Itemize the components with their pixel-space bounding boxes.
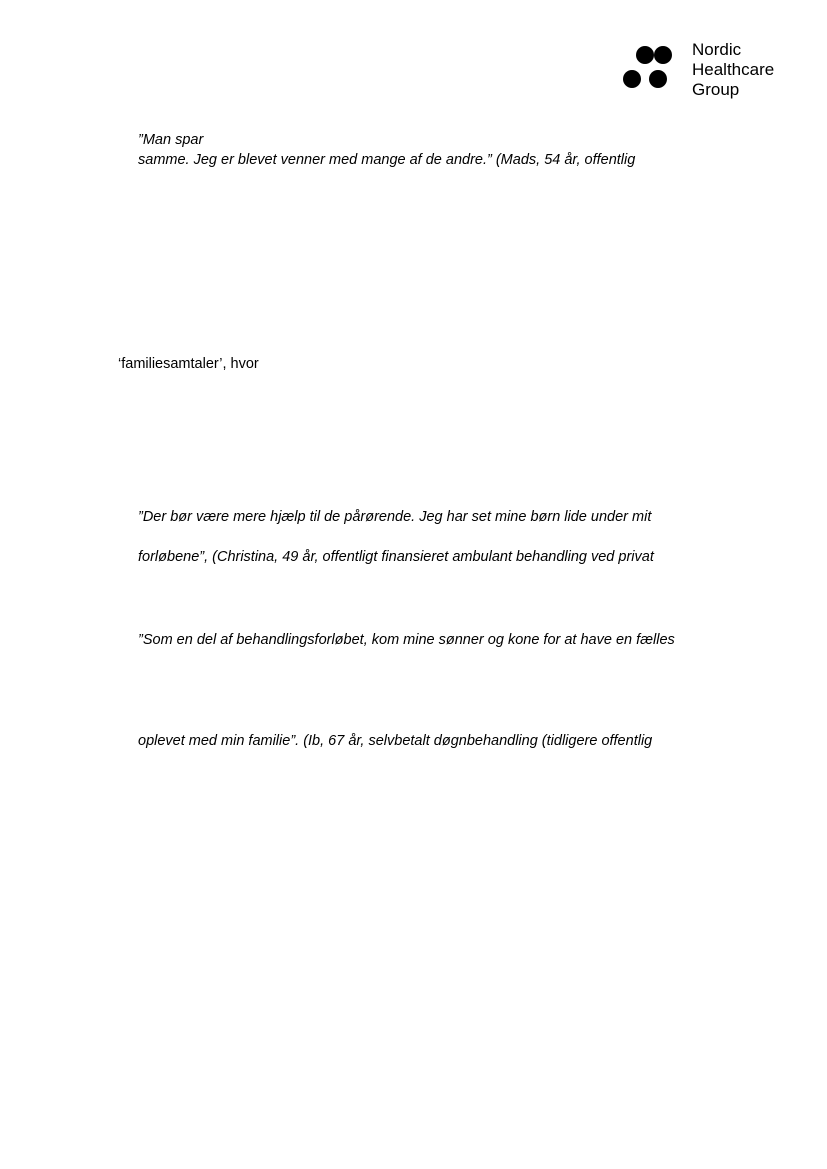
quote-ib-line-2: oplevet med min familie”. (Ib, 67 år, selvbetalt døgnbehandling (tidligere offentlig xyxy=(138,733,653,749)
logo-wordmark xyxy=(692,40,774,100)
body-text-fragment: ‘familiesamtaler’, hvor xyxy=(118,356,259,372)
quote-christina-line-2: forløbene”, (Christina, 49 år, offentligt finansieret ambulant behandling ved privat xyxy=(138,549,654,565)
logo-line-3: Group xyxy=(692,80,740,99)
logo-line-1: Nordic xyxy=(692,40,742,59)
company-logo xyxy=(623,40,803,100)
logo-dots-icon xyxy=(623,46,667,90)
logo-line-2: Healthcare xyxy=(692,60,775,79)
quote-christina-line-1: ”Der bør være mere hjælp til de pårørende. Jeg har set mine børn lide under mit xyxy=(138,509,652,525)
quote-ib-line-1: ”Som en del af behandlingsforløbet, kom mine sønner og kone for at have en fælles xyxy=(138,632,675,648)
quote-mads-line-1: ”Man spar xyxy=(138,132,204,148)
quote-mads-line-2: samme. Jeg er blevet venner med mange af de andre.” (Mads, 54 år, offentlig xyxy=(138,152,636,168)
